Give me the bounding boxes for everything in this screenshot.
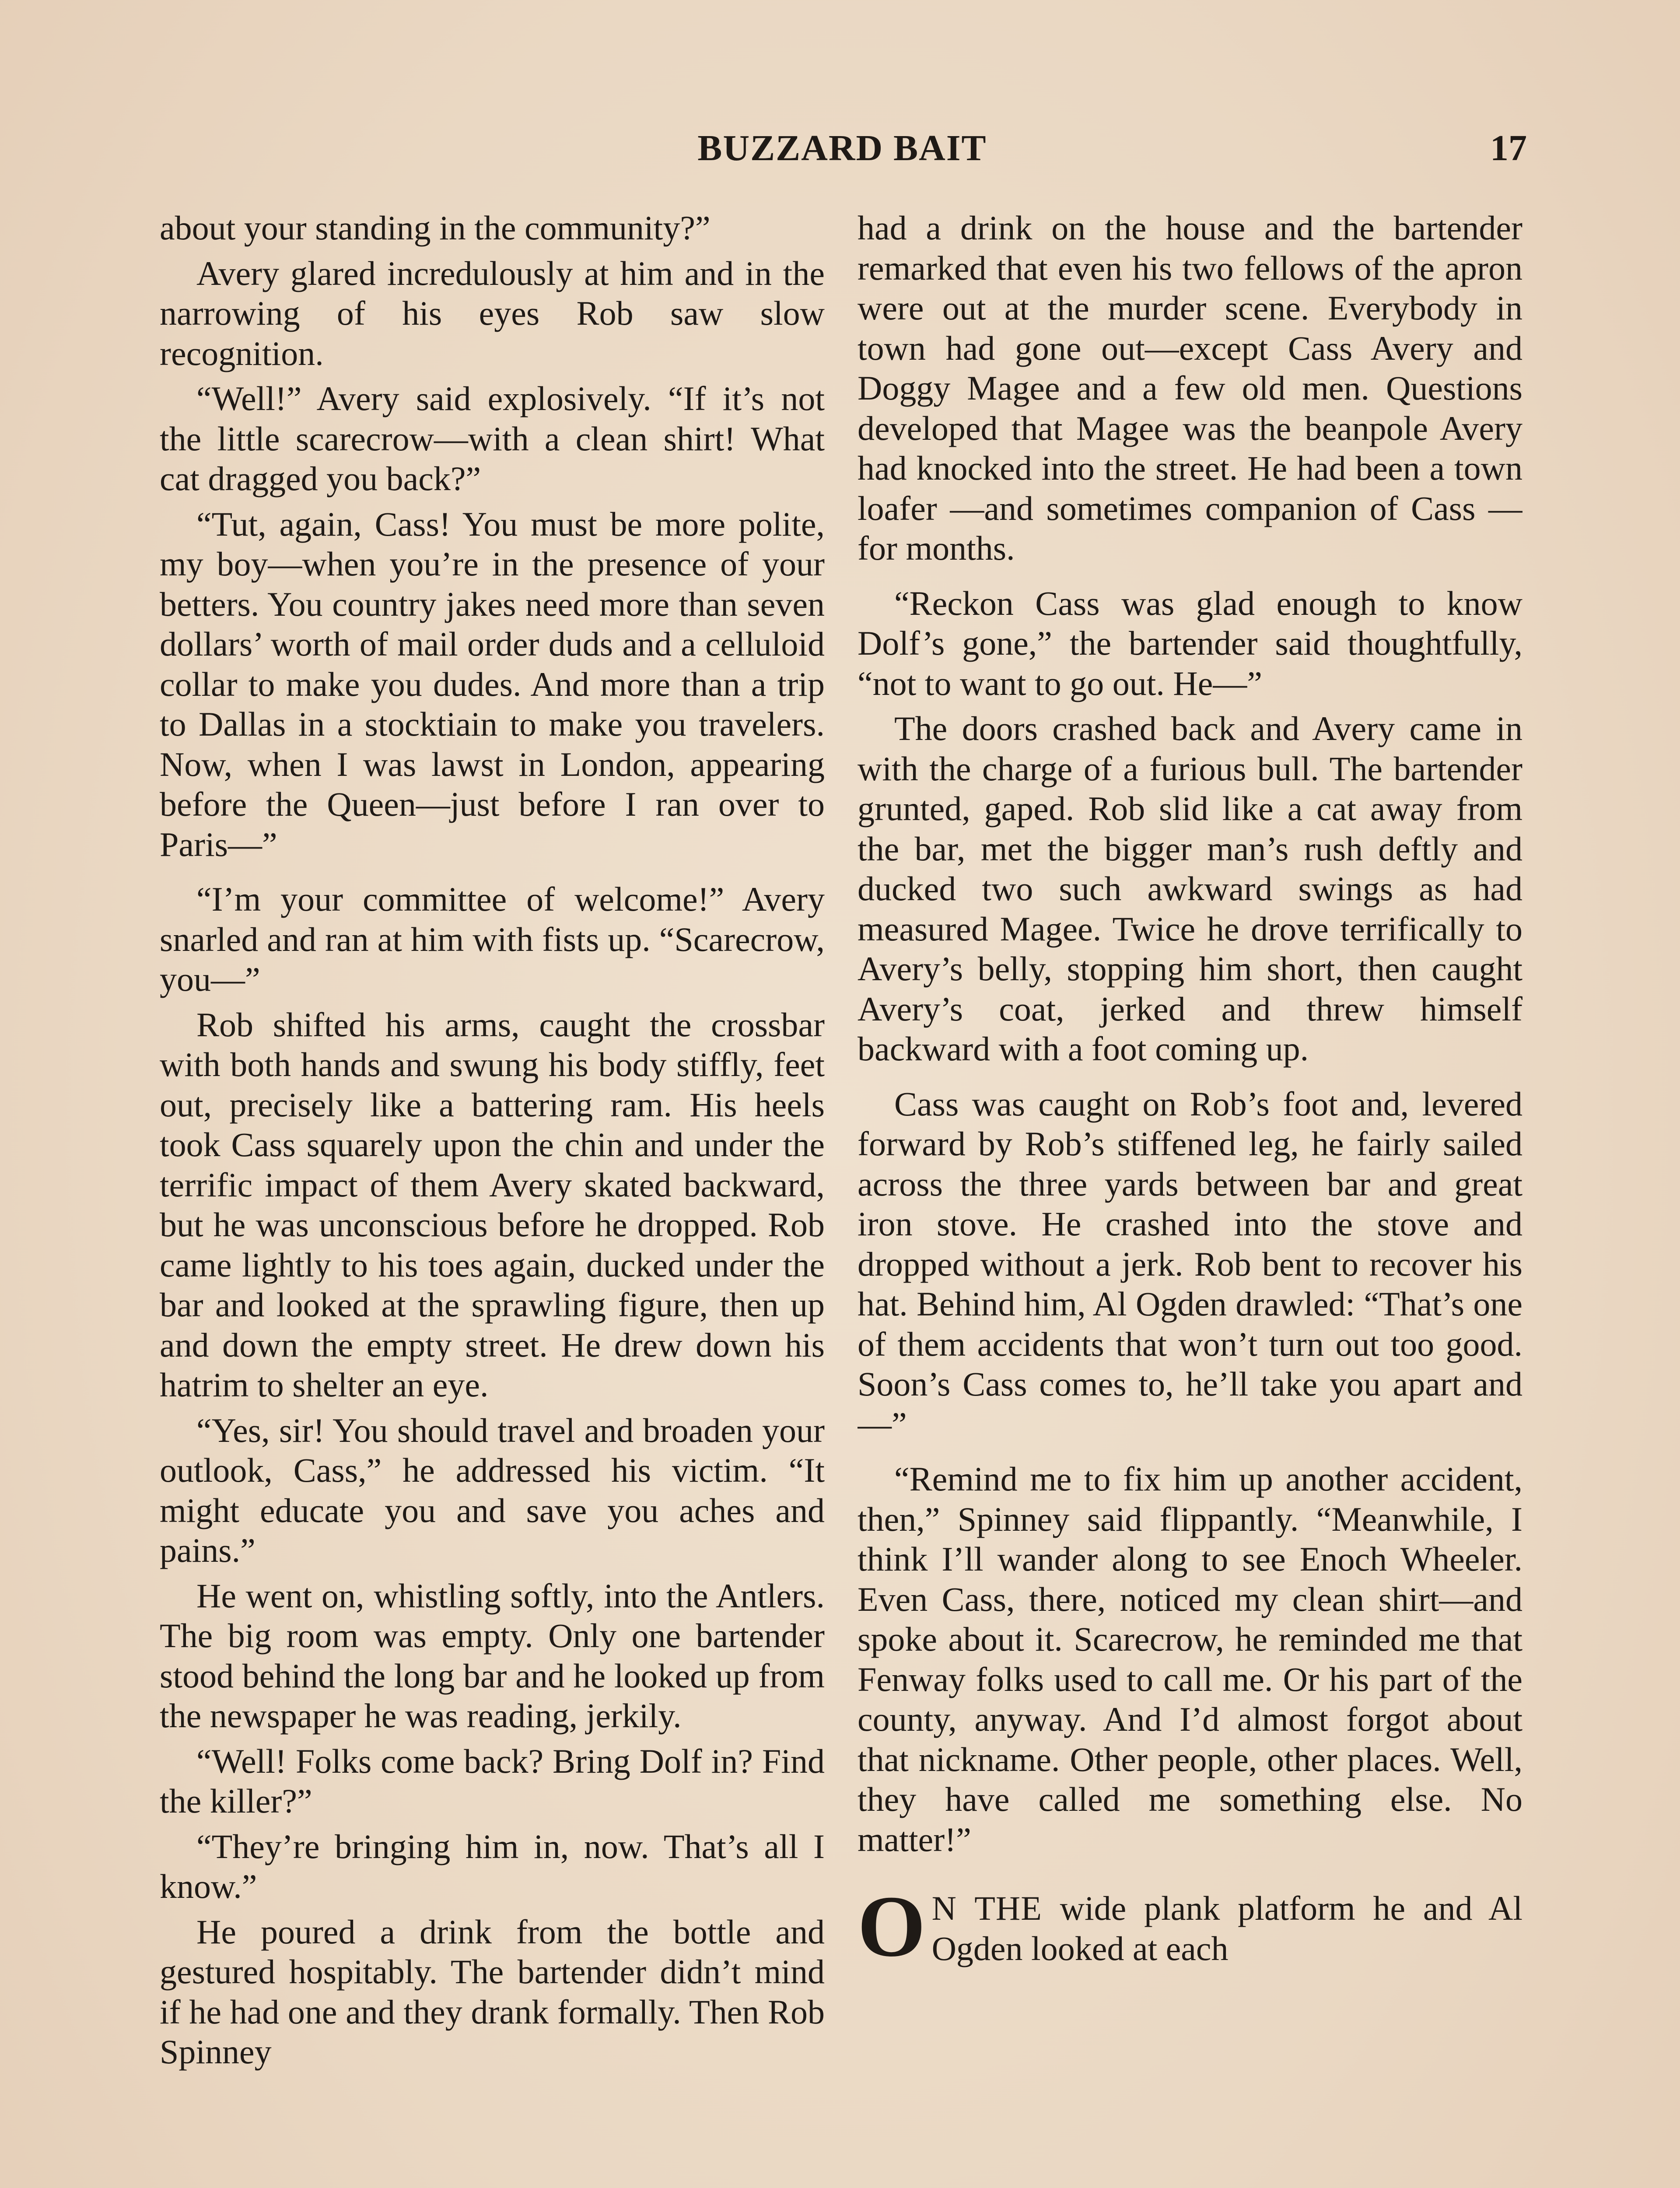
paragraph: “They’re bringing him in, now. That’s all I know.” xyxy=(160,1827,825,1905)
paragraph: “Well! Folks come back? Bring Dolf in? Find the killer?” xyxy=(160,1742,825,1820)
paragraph: had a drink on the house and the bartender remarked that even his two fellows of the apron were out at the murder scene. Everybody in town had gone out—except Cass Avery and Doggy Magee and a few old men. Questions developed that Magee was the beanpole Avery had knocked into the street. He had been a town loafer —and sometimes companion of Cass —for months. xyxy=(858,209,1522,567)
paragraph: The doors crashed back and Avery came in with the charge of a furious bull. The bartender grunted, gaped. Rob slid like a cat away from the bar, met the bigger man’s rush deftly and ducked two such awkward swings as had measured Magee. Twice he drove terrifically to Avery’s belly, stopping him short, then caught Avery’s coat, jerked and threw himself backward with a foot coming up. xyxy=(858,709,1522,1068)
drop-cap: O xyxy=(858,1878,926,1975)
paragraph: “Tut, again, Cass! You must be more polite, my boy—when you’re in the presence of your betters. You country jakes need more than seven dollars’ worth of mail order duds and a celluloid collar to make you dudes. And more than a trip to Dallas in a stocktiain to make you travelers. Now, when I was lawst in London, appearing before the Queen—just before I ran over to Paris—” xyxy=(160,505,825,863)
left-column xyxy=(160,208,825,2188)
paragraph: He poured a drink from the bottle and gestured hospitably. The bartender didn’t mind if he had one and they drank formally. Then Rob Spinney xyxy=(160,1912,825,2071)
paragraph: “Well!” Avery said explosively. “If it’s not the little scarecrow—with a clean shirt! What cat dragged you back?” xyxy=(160,379,825,498)
paragraph: Cass was caught on Rob’s foot and, levered forward by Rob’s stiffened leg, he fairly sailed across the three yards between bar and great iron stove. He crashed into the stove and dropped without a jerk. Rob bent to recover his hat. Behind him, Al Ogden drawled: “That’s one of them accidents that won’t turn out too good. Soon’s Cass comes to, he’ll take you apart and—” xyxy=(858,1084,1522,1443)
paragraph: “I’m your committee of welcome!” Avery snarled and ran at him with fists up. “Scarecrow, you—” xyxy=(160,880,825,998)
paragraph-text: wide plank platform he and Al Ogden looked at each xyxy=(931,1889,1522,1967)
right-column xyxy=(858,208,1522,2188)
paragraph: Avery glared incredulously at him and in the narrowing of his eyes Rob saw slow recognition. xyxy=(160,254,825,372)
page-number: 17 xyxy=(1490,128,1527,168)
paragraph: about your standing in the community?” xyxy=(160,209,710,247)
paragraph: “Remind me to fix him up another accident, then,” Spinney said flippantly. “Meanwhile, I think I’ll wander along to see Enoch Wheeler. Even Cass, there, noticed my clean shirt—and spoke about it. Scarecrow, he reminded me that Fenway folks used to call me. Or his part of the county, anyway. And I’d almost forgot about that nickname. Other people, other places. Well, they have called me something else. No matter!” xyxy=(858,1460,1522,1858)
paragraph: He went on, whistling softly, into the Antlers. The big room was empty. Only one bartender stood behind the long bar and he looked up from the newspaper he was reading, jerkily. xyxy=(160,1576,825,1735)
lead-in: N THE xyxy=(931,1889,1042,1927)
paragraph: “Yes, sir! You should travel and broaden your outlook, Cass,” he addressed his victim. “It might educate you and save you aches and pains.” xyxy=(160,1411,825,1569)
page-header xyxy=(158,127,1527,179)
section-opening-paragraph xyxy=(858,1878,1522,1975)
running-title: BUZZARD BAIT xyxy=(697,128,987,168)
paragraph: Rob shifted his arms, caught the crossbar with both hands and swung his body stiffly, feet out, precisely like a battering ram. His heels took Cass squarely upon the chin and under the terrific impact of them Avery skated backward, but he was unconscious before he dropped. Rob came lightly to his toes again, ducked under the bar and looked at the sprawling figure, then up and down the empty street. He drew down his hatrim to shelter an eye. xyxy=(160,1005,825,1404)
paragraph: “Reckon Cass was glad enough to know Dolf’s gone,” the bartender said thoughtfully, “not to want to go out. He—” xyxy=(858,584,1522,702)
